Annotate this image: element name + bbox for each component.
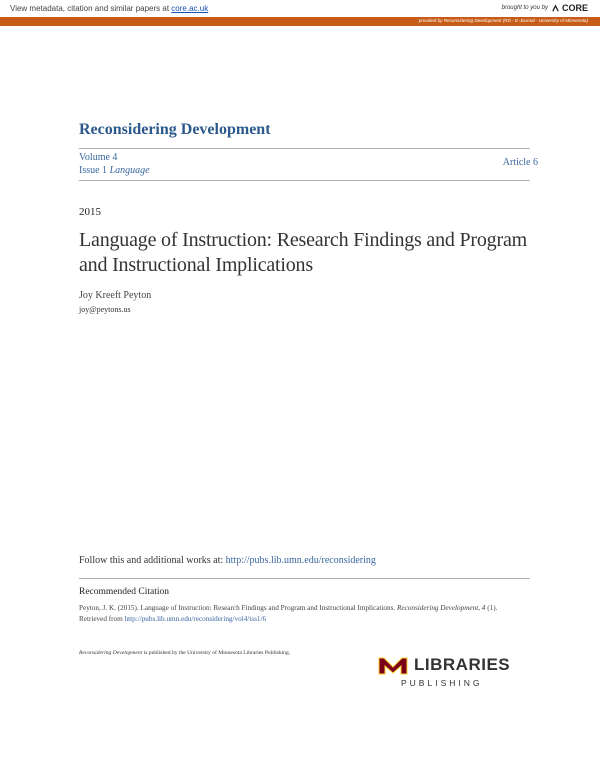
issue-name: Language (109, 165, 150, 176)
divider-bottom (79, 180, 530, 181)
follow-line (79, 555, 376, 566)
publishing-wordmark: PUBLISHING (401, 678, 483, 688)
umn-m-icon (378, 655, 408, 675)
core-brought-by (502, 3, 588, 13)
umn-libraries-publishing-logo[interactable] (378, 655, 518, 697)
follow-prefix: Follow this and additional works at: (79, 555, 224, 566)
author-name: Joy Kreeft Peyton (79, 290, 152, 301)
recommended-citation-heading: Recommended Citation (79, 587, 169, 597)
article-link[interactable]: Article 6 (502, 157, 538, 168)
issue-link[interactable] (79, 165, 150, 176)
core-link[interactable]: core.ac.uk (171, 4, 209, 13)
core-logo-text: CORE (561, 3, 588, 13)
divider-citation (79, 578, 530, 579)
citation-text (79, 603, 519, 625)
core-logo-icon (551, 4, 560, 13)
publication-year: 2015 (79, 206, 101, 218)
core-provided-strip (0, 17, 600, 26)
citation-journal: Reconsidering Development, 4 (396, 604, 486, 612)
core-link-prefix: View metadata, citation and similar papers at (10, 4, 170, 13)
publisher-italic: Reconsidering Development (79, 650, 143, 656)
citation-plain: Peyton, J. K. (2015). Language of Instruction: Research Findings and Program and Instructional Implications. (79, 604, 396, 612)
publisher-rest: is published by the University of Minnesota Libraries Publishing. (143, 650, 291, 656)
libraries-wordmark: LIBRARIES (414, 655, 511, 674)
core-provided-text: provided by Reconsidering Development (RD - E-Journal - University of Minnesota) (418, 18, 588, 23)
author-email[interactable]: joy@peytons.us (79, 305, 131, 314)
core-brought-text: brought to you by (501, 5, 548, 11)
volume-link[interactable]: Volume 4 (79, 152, 118, 163)
divider-top (79, 148, 530, 149)
citation-link[interactable]: http://pubs.lib.umn.edu/reconsidering/vol4/iss1/6 (124, 615, 267, 623)
follow-link[interactable]: http://pubs.lib.umn.edu/reconsidering (225, 555, 376, 566)
paper-title: Language of Instruction: Research Findings and Program and Instructional Implications (79, 229, 527, 276)
citation-rest: (1). Retrieved from (79, 604, 498, 623)
issue-prefix: Issue 1 (79, 165, 108, 176)
journal-title[interactable]: Reconsidering Development (79, 121, 271, 138)
publisher-note (79, 650, 290, 656)
core-metadata-line (10, 4, 208, 13)
core-logo[interactable] (551, 3, 588, 13)
